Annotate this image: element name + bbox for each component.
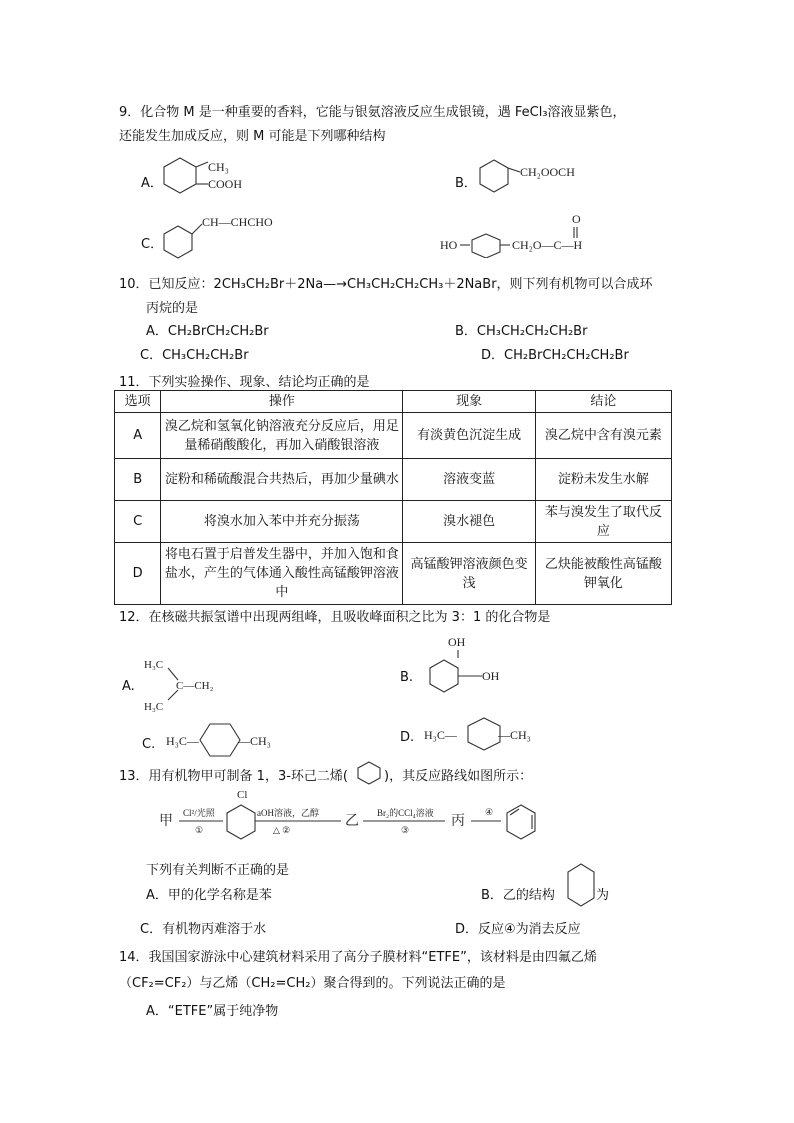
q11-title: 11．下列实验操作、现象、结论均正确的是 <box>119 375 370 390</box>
q9-option-c-structure <box>160 212 290 262</box>
q9-d-sub: CH₂O—C—H <box>512 238 583 252</box>
q12-option-c-structure <box>164 720 304 760</box>
q12-option-b-structure <box>420 632 520 694</box>
svg-text:OH: OH <box>448 635 466 649</box>
jia-label: 甲 <box>159 814 173 829</box>
q10-option-c: C．CH₃CH₂CH₂Br <box>140 348 249 363</box>
row-conclusion: 苯与溴发生了取代反应 <box>535 501 671 543</box>
row-phenomenon: 有淡黄色沉淀生成 <box>403 413 535 459</box>
q9-c-sub: CH—CHCHO <box>202 215 273 229</box>
row-conclusion: 乙炔能被酸性高锰酸钾氧化 <box>535 543 671 605</box>
table-row <box>115 459 672 501</box>
q10-option-a: A．CH₂BrCH₂CH₂Br <box>146 324 269 339</box>
svg-text:—CH₃: —CH₃ <box>238 734 271 748</box>
bing-label: 丙 <box>451 814 465 829</box>
svg-text:H₃C—: H₃C— <box>166 734 199 748</box>
q10-option-b: B．CH₃CH₂CH₂CH₂Br <box>455 324 588 339</box>
q12-title: 12．在核磁共振氢谱中出现两组峰，且吸收峰面积之比为 3：1 的化合物是 <box>119 610 551 625</box>
svg-text:③: ③ <box>401 825 410 835</box>
q13-option-c: C．有机物丙难溶于水 <box>140 922 267 937</box>
q9-option-b-structure <box>478 156 598 196</box>
svg-text:Cl²/光照: Cl²/光照 <box>183 808 215 818</box>
q9-option-d-structure <box>438 210 608 258</box>
q9-b-sub: CH₂OOCH <box>520 165 575 179</box>
q13-option-b: B．乙的结构 <box>481 888 555 903</box>
row-option: C <box>115 501 161 543</box>
svg-text:H₃C: H₃C <box>144 701 164 713</box>
row-option: B <box>115 459 161 501</box>
q13-reaction-route <box>155 785 565 855</box>
row-phenomenon: 高锰酸钾溶液颜色变浅 <box>403 543 535 605</box>
q13-option-b-tail: 为 <box>596 888 610 903</box>
q9-a-cooh: COOH <box>208 177 243 191</box>
q14-option-a: A．“ETFE”属于纯净物 <box>146 1004 279 1019</box>
q14-line2: （CF₂=CF₂）与乙烯（CH₂=CH₂）聚合得到的。下列说法正确的是 <box>119 976 506 991</box>
q9-d-ho: HO <box>440 238 458 252</box>
q10-option-d: D．CH₂BrCH₂CH₂CH₂Br <box>481 348 629 363</box>
yi-label: 乙 <box>345 814 359 829</box>
q12-option-c-label: C. <box>142 737 156 752</box>
table-row <box>115 501 672 543</box>
header-option: 选项 <box>115 391 161 413</box>
svg-text:aOH溶液，乙醇: aOH溶液，乙醇 <box>257 808 319 818</box>
q12-option-b-label: B. <box>400 670 414 685</box>
q10-line2: 丙烷的是 <box>146 301 199 316</box>
row-conclusion: 淀粉未发生水解 <box>535 459 671 501</box>
row-operation: 将溴水加入苯中并充分振荡 <box>161 501 403 543</box>
q9-option-b-label: B． <box>455 176 477 191</box>
row-conclusion: 溴乙烷中含有溴元素 <box>535 413 671 459</box>
svg-text:Br₂的CCl₄溶液: Br₂的CCl₄溶液 <box>377 808 434 818</box>
svg-text:①: ① <box>195 825 204 835</box>
q9-line1: 9．化合物 M 是一种重要的香料，它能与银氨溶液反应生成银镜，遇 FeCl₃溶液显紫色， <box>119 105 626 120</box>
table-row <box>115 413 672 459</box>
row-operation: 溴乙烷和氢氧化钠溶液充分反应后，用足量稀硝酸酸化，再加入硝酸银溶液 <box>161 413 403 459</box>
row-option: D <box>115 543 161 605</box>
q13-line1a: 13．用有机物甲可制备 1，3-环己二烯( <box>119 769 348 784</box>
svg-text:—CH₃: —CH₃ <box>498 728 531 742</box>
header-conclusion: 结论 <box>535 391 671 413</box>
q14-line1: 14．我国国家游泳中心建筑材料采用了高分子膜材料“ETFE”，该材料是由四氟乙烯 <box>119 950 597 965</box>
q10-line1: 10．已知反应：2CH₃CH₂Br＋2Na—→CH₃CH₂CH₂CH₃＋2NaBr，则下列有机物可以合成环 <box>119 277 653 292</box>
q12-option-d-label: D. <box>400 730 415 745</box>
row-phenomenon: 溴水褪色 <box>403 501 535 543</box>
svg-text:H₃C: H₃C <box>144 659 164 671</box>
q9-option-a-label: A． <box>141 176 163 191</box>
svg-text:△ ②: △ ② <box>273 825 291 835</box>
header-phenomenon: 现象 <box>403 391 535 413</box>
q12-option-a-label: A. <box>122 679 135 694</box>
row-option: A <box>115 413 161 459</box>
cyclohexadiene-icon <box>354 760 384 786</box>
q13-b-ring-structure <box>564 862 598 908</box>
q13-option-a: A．甲的化学名称是苯 <box>146 888 272 903</box>
svg-text:H₃C—: H₃C— <box>424 728 457 742</box>
table-header-row <box>115 391 672 413</box>
q12-option-d-structure <box>422 714 562 754</box>
row-operation: 将电石置于启普发生器中，并加入饱和食盐水，产生的气体通入酸性高锰酸钾溶液中 <box>161 543 403 605</box>
table-row <box>115 543 672 605</box>
svg-text:④: ④ <box>485 807 494 817</box>
row-operation: 淀粉和稀硫酸混合共热后，再加少量碘水 <box>161 459 403 501</box>
header-operation: 操作 <box>161 391 403 413</box>
q9-option-a-structure <box>158 152 258 198</box>
q9-d-o: O <box>572 212 581 226</box>
q13-prompt: 下列有关判断不正确的是 <box>146 863 290 878</box>
q9-option-c-label: C． <box>141 237 164 252</box>
q9-line2: 还能发生加成反应，则 M 可能是下列哪种结构 <box>119 129 386 144</box>
q9-a-ch3: CH₃ <box>208 160 229 174</box>
q11-table <box>114 390 672 605</box>
q13-option-d: D．反应④为消去反应 <box>455 922 581 937</box>
svg-text:C—CH₂: C—CH₂ <box>176 680 214 692</box>
q12-option-a-structure <box>142 654 252 714</box>
svg-text:Cl: Cl <box>237 789 248 801</box>
row-phenomenon: 溶液变蓝 <box>403 459 535 501</box>
q13-line1b: )，其反应路线如图所示： <box>384 769 533 784</box>
svg-text:OH: OH <box>482 669 500 683</box>
